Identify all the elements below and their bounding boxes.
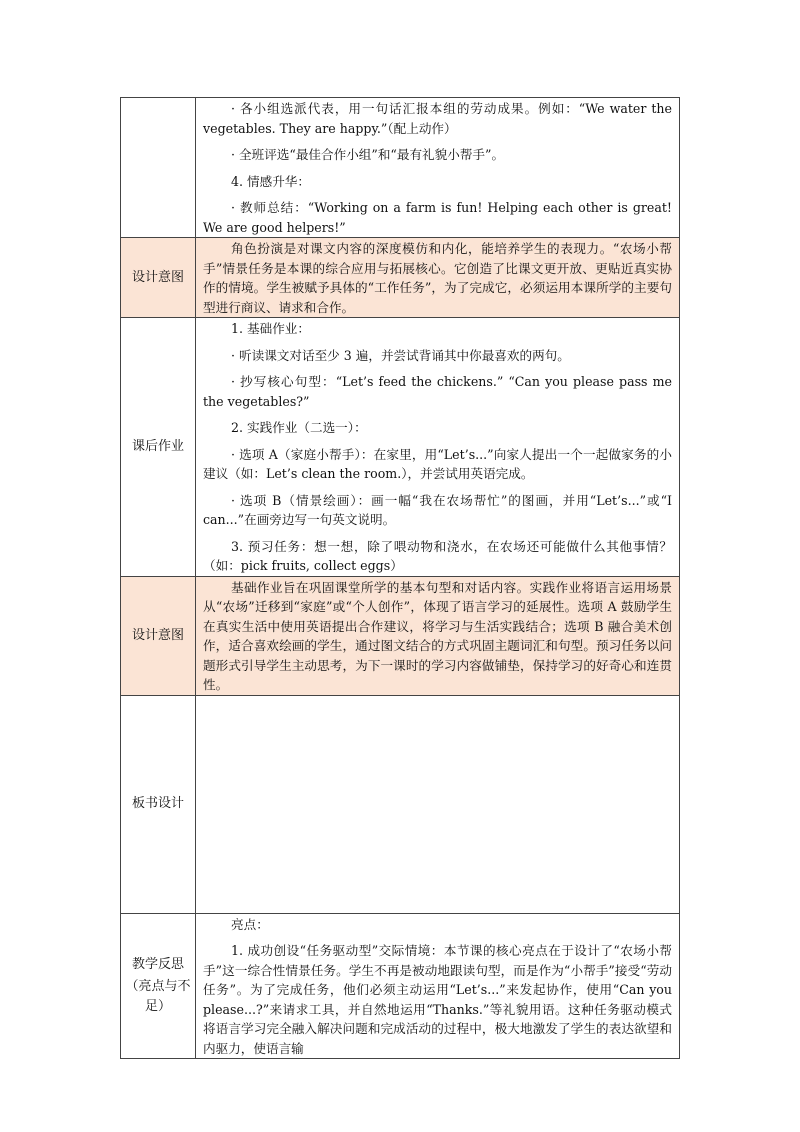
activity-row bbox=[121, 98, 680, 238]
board-design-label: 板书设计 bbox=[121, 695, 196, 913]
design-intent-label-2: 设计意图 bbox=[121, 576, 196, 695]
activity-paragraph: · 各小组选派代表，用一句话汇报本组的劳动成果。例如：“We water the vegetables. They are happy.”（配上动作） bbox=[203, 101, 672, 136]
homework-paragraph: · 选项 B（情景绘画）：画一幅“我在农场帮忙”的图画，并用“Let’s...”或“I can...”在画旁边写一句英文说明。 bbox=[203, 492, 672, 527]
activity-label-cell bbox=[121, 98, 196, 238]
activity-paragraph: 4. 情感升华： bbox=[231, 173, 310, 189]
activity-paragraph: · 教师总结：“Working on a farm is fun! Helping each other is great! We are good helpers!” bbox=[203, 200, 672, 235]
reflection-sublabel: （亮点与不足） bbox=[125, 978, 191, 1014]
design-intent-text-2: 基础作业旨在巩固课堂所学的基本句型和对话内容。实践作业将语言运用场景从“农场”迁移到“家庭”或“个人创作”，体现了语言学习的延展性。选项 A 鼓励学生在真实生活中使用英语提出合作建议，将学习与生活实践结合；选项 B 融合美术创作，适合喜欢绘画的学生，通过图文结合的方式巩固主题词汇和句型。预习任务以问题形式引导学生主动思考，为下一课时的学习内容做铺垫，保持学习的好奇心和连贯性。 bbox=[203, 579, 672, 692]
homework-row bbox=[121, 318, 680, 577]
design-intent-text: 角色扮演是对课文内容的深度模仿和内化，能培养学生的表现力。“农场小帮手”情景任务是本课的综合应用与拓展核心。它创造了比课文更开放、更贴近真实协作的情境。学生被赋予具体的“工作任务”，为了完成它，必须运用本课所学的主要句型进行商议、请求和合作。 bbox=[203, 241, 672, 315]
reflection-label: 教学反思 bbox=[131, 956, 184, 972]
reflection-heading: 亮点： bbox=[231, 916, 269, 932]
homework-label: 课后作业 bbox=[121, 318, 196, 577]
lesson-plan-table bbox=[120, 97, 680, 1059]
reflection-row bbox=[121, 913, 680, 1059]
homework-paragraph: · 听读课文对话至少 3 遍，并尝试背诵其中你最喜欢的两句。 bbox=[231, 347, 570, 363]
homework-paragraph: · 选项 A（家庭小帮手）：在家里，用“Let’s...”向家人提出一个一起做家务的小建议（如：Let’s clean the room.），并尝试用英语完成。 bbox=[203, 446, 672, 481]
homework-paragraph: 2. 实践作业（二选一）： bbox=[231, 420, 367, 435]
reflection-content-cell bbox=[196, 913, 680, 1059]
activity-paragraph: · 全班评选“最佳合作小组”和“最有礼貌小帮手”。 bbox=[231, 147, 505, 162]
homework-paragraph: 3. 预习任务：想一想，除了喂动物和浇水，在农场还可能做什么其他事情？（如：pick fruits, collect eggs） bbox=[203, 538, 672, 573]
activity-content-cell bbox=[196, 98, 680, 238]
board-design-content bbox=[196, 695, 680, 913]
reflection-label-cell bbox=[121, 913, 196, 1059]
board-design-row bbox=[121, 695, 680, 913]
homework-paragraph: · 抄写核心句型：“Let’s feed the chickens.” “Can you please pass me the vegetables?” bbox=[203, 374, 672, 409]
design-intent-text-cell-2 bbox=[196, 576, 680, 695]
design-intent-row bbox=[121, 238, 680, 318]
design-intent-row-2 bbox=[121, 576, 680, 695]
homework-paragraph: 1. 基础作业： bbox=[231, 321, 310, 336]
design-intent-text-cell bbox=[196, 238, 680, 318]
reflection-text: 1. 成功创设“任务驱动型”交际情境：本节课的核心亮点在于设计了“农场小帮手”这一综合性情景任务。学生不再是被动地跟读句型，而是作为“小帮手”接受“劳动任务”。为了完成任务，他们必须主动运用“Let’s...”来发起协作，使用“Can you please...?”来请求工具，并自然地运用“Thanks.”等礼貌用语。这种任务驱动模式将语言学习完全融入解决问题和完成活动的过程中，极大地激发了学生的表达欲望和内驱力，使语言输 bbox=[203, 943, 672, 1056]
homework-content-cell bbox=[196, 318, 680, 577]
design-intent-label: 设计意图 bbox=[121, 238, 196, 318]
